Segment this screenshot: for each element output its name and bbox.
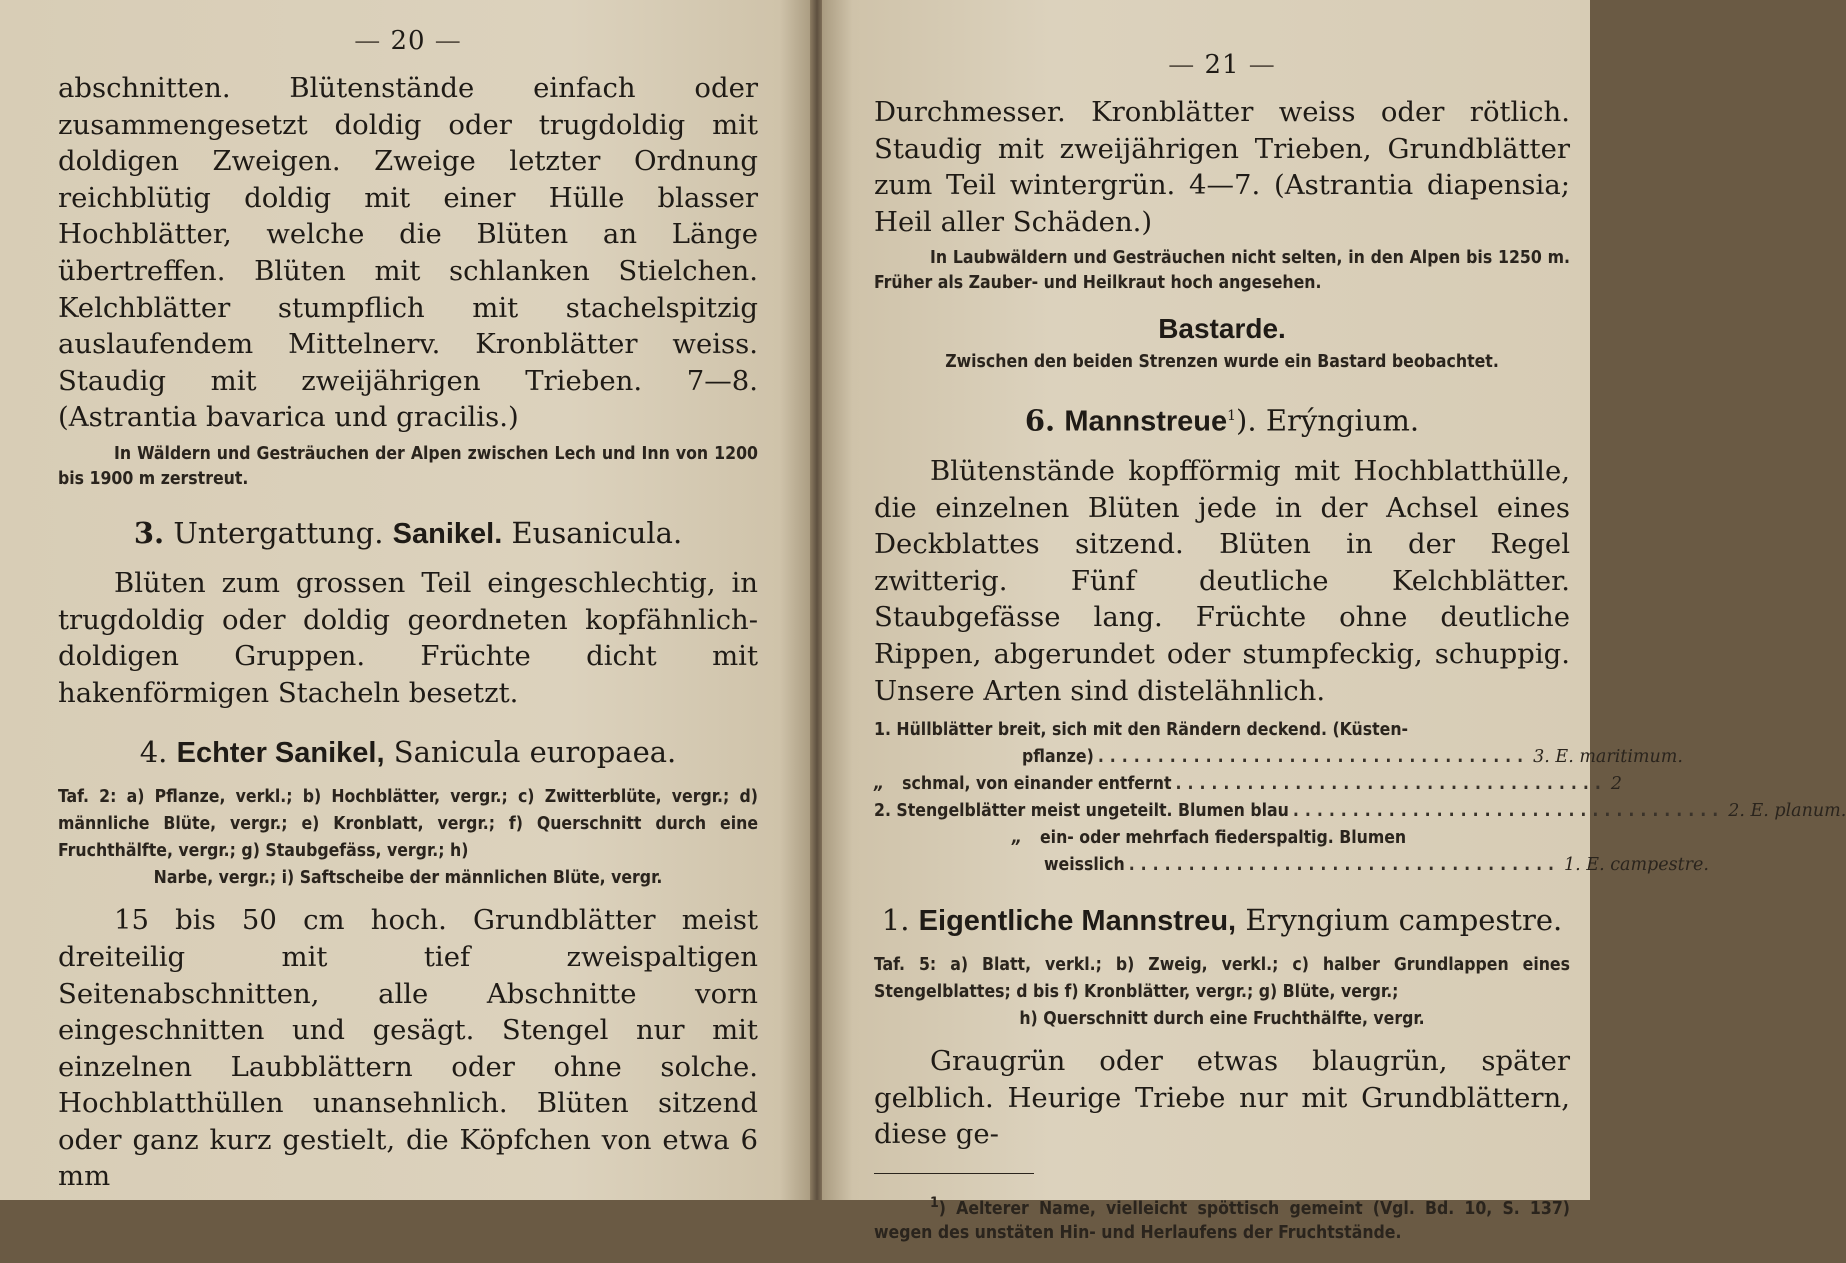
key-line: 2. Stengelblätter meist ungeteilt. Blumen blau .................................... 2. E. planum. (874, 801, 1846, 822)
paragraph: 15 bis 50 cm hoch. Grundblätter meist dreiteilig mit tief zweispaltigen Seitenabschnitten, alle Abschnitte vorn eingeschnitten und gesägt. Stengel nur mit einzelnen Laubblättern oder ohne solche. Hochblatthüllen unansehnlich. Blüten sitzend oder ganz kurz gestielt, die Köpfchen von etwa 6 mm (58, 904, 758, 1193)
plate-reference: Taf. 5: a) Blatt, verkl.; b) Zweig, verkl.; c) halber Grundlappen eines Stengelblattes; d bis f) Kronblätter, vergr.; g) Blüte, vergr.; h) Querschnitt durch eine Fruchthälfte, vergr. (874, 955, 1570, 1030)
paragraph: abschnitten. Blütenstände einfach oder zusammengesetzt doldig oder trugdoldig mit doldigen Zweigen. Zweige letzter Ordnung reichblütig doldig mit einer Hülle blasser Hochblätter, welche die Blüten an Länge übertreffen. Blüten mit schlanken Stielchen. Kelchblätter stumpflich mit stachelspitzig auslaufendem Mittelnerv. Kronblätter weiss. Staudig mit zweijährigen Trieben. 7—8. (Astrantia bavarica und gracilis.) (58, 72, 758, 434)
section-heading: Bastarde. (1158, 313, 1286, 345)
identification-key (874, 717, 1846, 879)
left-page (0, 0, 812, 1200)
note: Zwischen den beiden Strenzen wurde ein Bastard beobachtet. (945, 352, 1499, 373)
key-line: „ schmal, von einander entfernt .................................... 2 (874, 774, 1622, 795)
section-heading: 3. Untergattung. Sanikel. Eusanicula. (133, 515, 683, 550)
left-text-column (58, 26, 758, 1195)
paragraph: Blütenstände kopfförmig mit Hochblatthülle, die einzelnen Blüten jede in der Achsel eines Deckblattes sitzend. Blüten in der Regel zwitterig. Fünf deutliche Kelchblätter. Staubgefässe lang. Früchte ohne deutliche Rippen, abgerundet oder stumpfeckig, schuppig. Unsere Arten sind distelähnlich. (874, 455, 1570, 707)
species-heading: 1. Eigentliche Mannstreu, Eryngium campestre. (881, 903, 1563, 938)
key-line: 1. Hüllblätter breit, sich mit den Rändern deckend. (Küsten- (874, 720, 1409, 741)
footnote-style-note: In Laubwäldern und Gesträuchen nicht selten, in den Alpen bis 1250 m. Früher als Zauber- und Heilkraut hoch angesehen. (874, 248, 1570, 294)
key-line: „ ein- oder mehrfach fiederspaltig. Blumen (1011, 828, 1407, 849)
right-page (822, 0, 1846, 1244)
paragraph: Graugrün oder etwas blaugrün, später gelblich. Heurige Triebe nur mit Grundblättern, diese ge- (874, 1045, 1570, 1151)
footnote-rule (874, 1173, 1034, 1174)
species-heading: 4. Echter Sanikel, Sanicula europaea. (139, 735, 677, 770)
key-line: pflanze) .................................... 3. E. maritimum. (1022, 747, 1683, 768)
genus-heading: 6. Mannstreue$^1$). Erýngium. (1024, 404, 1420, 439)
paragraph: Blüten zum grossen Teil eingeschlechtig, in trugdoldig oder doldig geordneten kopfähnlich-doldigen Gruppen. Früchte dicht mit hakenförmigen Stacheln besetzt. (58, 566, 758, 709)
page-number: — 21 — (1168, 50, 1276, 80)
right-text-column (874, 50, 1846, 1263)
plate-reference: Taf. 2: a) Pflanze, verkl.; b) Hochblätter, vergr.; c) Zwitterblüte, vergr.; d) männliche Blüte, vergr.; e) Kronblatt, vergr.; f) Querschnitt durch eine Fruchthälfte, vergr.; g) Staubgefäss, vergr.; h) Narbe, vergr.; i) Saftscheibe der männlichen Blüte, vergr. (58, 787, 758, 889)
footnote: $^1$) Aelterer Name, vielleicht spöttisch gemeint (Vgl. Bd. 10, S. 137) wegen des unstäten Hin- und Herlaufens der Fruchtstände. (874, 1195, 1570, 1244)
page-number: — 20 — (354, 26, 462, 56)
paragraph: Durchmesser. Kronblätter weiss oder rötlich. Staudig mit zweijährigen Trieben, Grundblätter zum Teil wintergrün. 4—7. (Astrantia diapensia; Heil aller Schäden.) (874, 96, 1570, 238)
footnote-style-note: In Wäldern und Gesträuchen der Alpen zwischen Lech und Inn von 1200 bis 1900 m zerstreut. (58, 443, 758, 489)
key-line: weisslich .................................... 1. E. campestre. (1044, 855, 1709, 876)
